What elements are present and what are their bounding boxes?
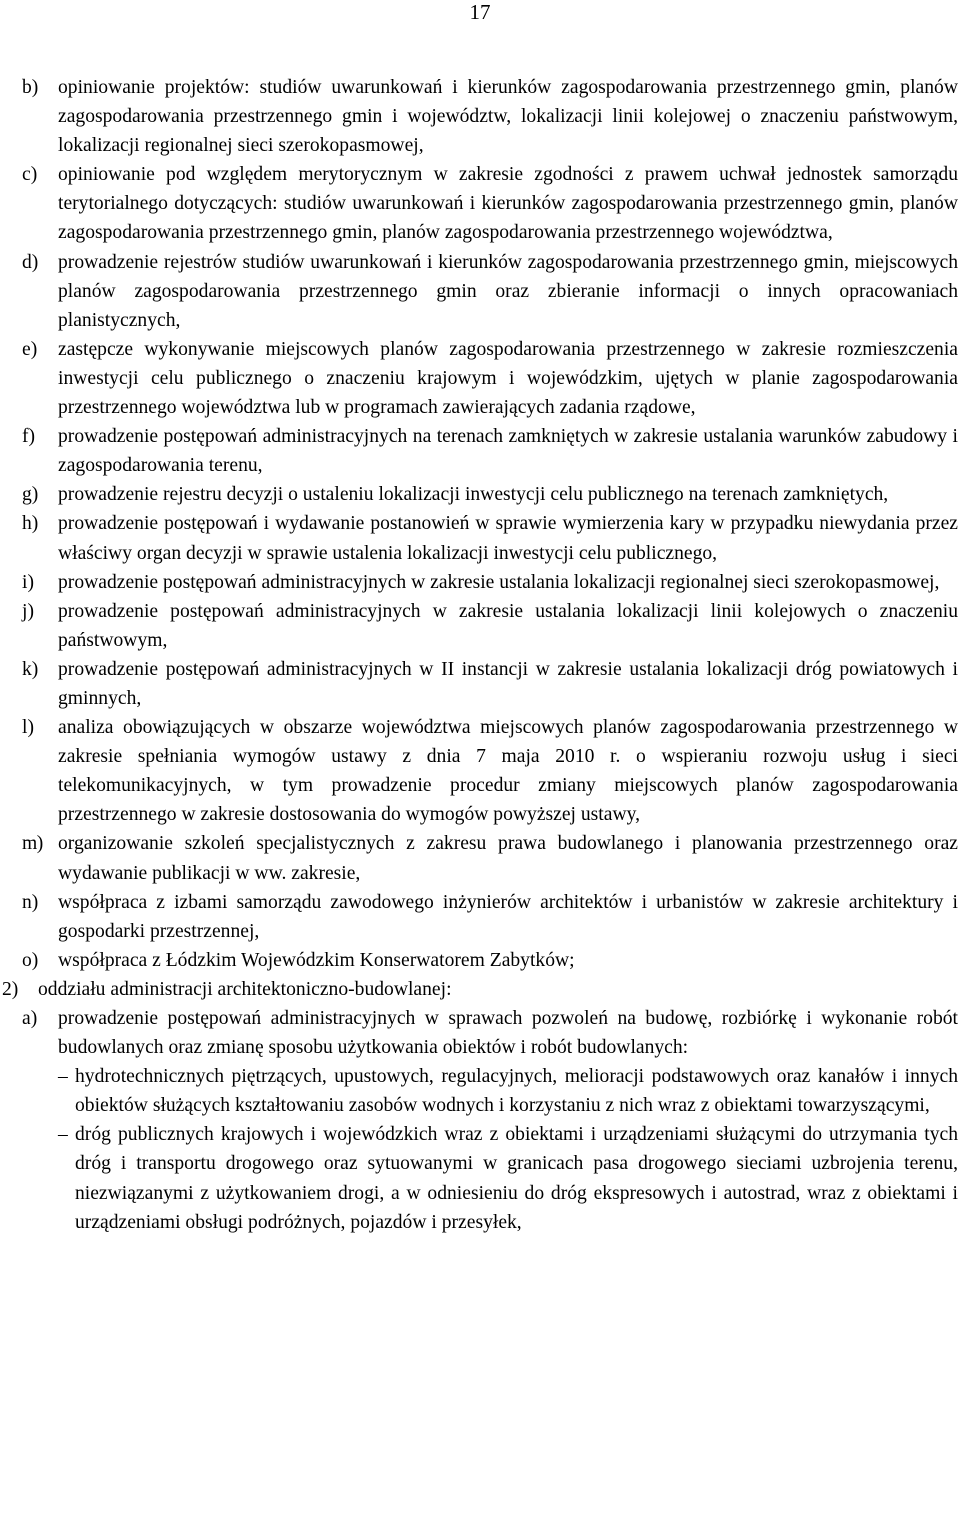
- list-item-label: k): [22, 658, 39, 680]
- list-item-text: prowadzenie postępowań administracyjnych w II instancji w zakresie ustalania lokalizacji dróg powiatowych i gminnych,: [58, 658, 958, 709]
- document-body: [2, 73, 958, 1237]
- list-item-j: [22, 597, 958, 655]
- dash-item-text: dróg publicznych krajowych i wojewódzkich wraz z obiektami i urządzeniami służącymi do utrzymania tych dróg i transportu drogowego oraz sytuowanymi w granicach pasa drogowego sieciami uzbrojenia terenu, niezwiązanymi z użytkowaniem drogi, a w odniesieniu do dróg ekspresowych i autostrad, wraz z obiektami i urządzeniami obsługi podróżnych, pojazdów i przesyłek,: [75, 1124, 958, 1233]
- list-item-text: prowadzenie postępowań administracyjnych w zakresie ustalania lokalizacji regionalnej sieci szerokopasmowej,: [58, 571, 940, 593]
- list-item-e: [22, 335, 958, 422]
- dash-item-text: hydrotechnicznych piętrzących, upustowych, regulacyjnych, melioracji podstawowych oraz kanałów i innych obiektów służących kształtowaniu zasobów wodnych i korzystaniu z nich wraz z obiektami towarzyszącymi,: [75, 1066, 958, 1117]
- list-item-label: i): [22, 571, 34, 593]
- section-2-heading: [2, 975, 958, 1004]
- list-item-label: m): [22, 833, 43, 855]
- list-item-label: a): [22, 1008, 38, 1029]
- list-item-label: n): [22, 891, 39, 913]
- list-item-text: organizowanie szkoleń specjalistycznych z zakresu prawa budowlanego i planowania przestrzennego oraz wydawanie publikacji w ww. zakresie,: [58, 833, 958, 884]
- list-item-label: d): [22, 251, 39, 273]
- list-item-text: opiniowanie projektów: studiów uwarunkowań i kierunków zagospodarowania przestrzennego gmin, planów zagospodarowania przestrzennego gmin i województw, lokalizacji linii kolejowej o znaczeniu państwowym, lokalizacji regionalnej sieci szerokopasmowej,: [58, 77, 958, 157]
- section-label: 2): [2, 978, 19, 1000]
- list-item-f: [22, 422, 958, 480]
- list-item-o: [22, 946, 958, 975]
- dash-bullet: –: [58, 1066, 68, 1088]
- list-item-text: prowadzenie postępowań administracyjnych na terenach zamkniętych w zakresie ustalania warunków zabudowy i zagospodarowania terenu,: [58, 426, 958, 477]
- list-item-text: prowadzenie postępowań administracyjnych w sprawach pozwoleń na budowę, rozbiórkę i wykonanie robót budowlanych oraz zmianę sposobu użytkowania obiektów i robót budowlanych:: [58, 1008, 958, 1059]
- dash-item-roads: [22, 1120, 958, 1236]
- list-item-h: [22, 509, 958, 567]
- list-item-text: opiniowanie pod względem merytorycznym w zakresie zgodności z prawem uchwał jednostek samorządu terytorialnego dotyczących: studiów uwarunkowań i kierunków zagospodarowania przestrzennego gmin, planów zagospodarowania przestrzennego gmin, planów zagospodarowania przestrzennego województwa,: [58, 164, 958, 244]
- list-item-label: o): [22, 949, 39, 971]
- list-item-label: l): [22, 717, 34, 739]
- list-item-text: współpraca z Łódzkim Wojewódzkim Konserwatorem Zabytków;: [58, 949, 575, 971]
- list-item-text: prowadzenie postępowań administracyjnych w zakresie ustalania lokalizacji linii kolejowych o znaczeniu państwowym,: [58, 600, 958, 651]
- list-item-m: [22, 829, 958, 887]
- list-item-text: analiza obowiązujących w obszarze województwa miejscowych planów zagospodarowania przestrzennego w zakresie spełniania wymogów ustawy z dnia 7 maja 2010 r. o wspieraniu rozwoju usług i sieci telekomunikacyjnych, w tym prowadzenie procedur zmiany miejscowych planów zagospodarowania przestrzennego w zakresie dostosowania do wymogów powyższej ustawy,: [58, 717, 958, 826]
- dash-item-hydrotechnical: [22, 1062, 958, 1120]
- list-item-text: prowadzenie postępowań i wydawanie postanowień w sprawie wymierzenia kary w przypadku niewydania przez właściwy organ decyzji w sprawie ustalenia lokalizacji inwestycji celu publicznego,: [58, 513, 958, 564]
- list-item-b: [22, 73, 958, 160]
- list-item-label: j): [22, 600, 34, 622]
- list-item-n: [22, 888, 958, 946]
- list-item-text: prowadzenie rejestrów studiów uwarunkowań i kierunków zagospodarowania przestrzennego gmin, miejscowych planów zagospodarowania przestrzennego gmin oraz zbieranie informacji o innych opracowaniach planistycznych,: [58, 251, 958, 331]
- section-2-item-a: [22, 1004, 958, 1062]
- list-item-text: współpraca z izbami samorządu zawodowego inżynierów architektów i urbanistów w zakresie architektury i gospodarki przestrzennej,: [58, 891, 958, 942]
- list-item-label: h): [22, 513, 39, 535]
- list-item-label: e): [22, 338, 38, 360]
- list-item-l: [22, 713, 958, 829]
- list-item-label: f): [22, 426, 36, 448]
- list-item-g: [22, 480, 958, 509]
- list-item-d: [22, 248, 958, 335]
- list-item-label: g): [22, 484, 39, 506]
- dash-bullet: –: [58, 1124, 68, 1146]
- list-item-text: zastępcze wykonywanie miejscowych planów zagospodarowania przestrzennego w zakresie rozmieszczenia inwestycji celu publicznego o znaczeniu krajowym i wojewódzkim, ujętych w planie zagospodarowania przestrzennego województwa lub w programach zawierających zadania rządowe,: [58, 338, 958, 419]
- list-item-i: [22, 568, 958, 597]
- list-item-text: prowadzenie rejestru decyzji o ustaleniu lokalizacji inwestycji celu publicznego na terenach zamkniętych,: [58, 484, 889, 506]
- section-title: oddziału administracji architektoniczno-budowlanej:: [38, 978, 452, 1000]
- list-item-k: [22, 655, 958, 713]
- page-number: 17: [469, 0, 491, 24]
- list-item-label: c): [22, 164, 38, 186]
- list-item-label: b): [22, 77, 39, 98]
- list-item-c: [22, 160, 958, 247]
